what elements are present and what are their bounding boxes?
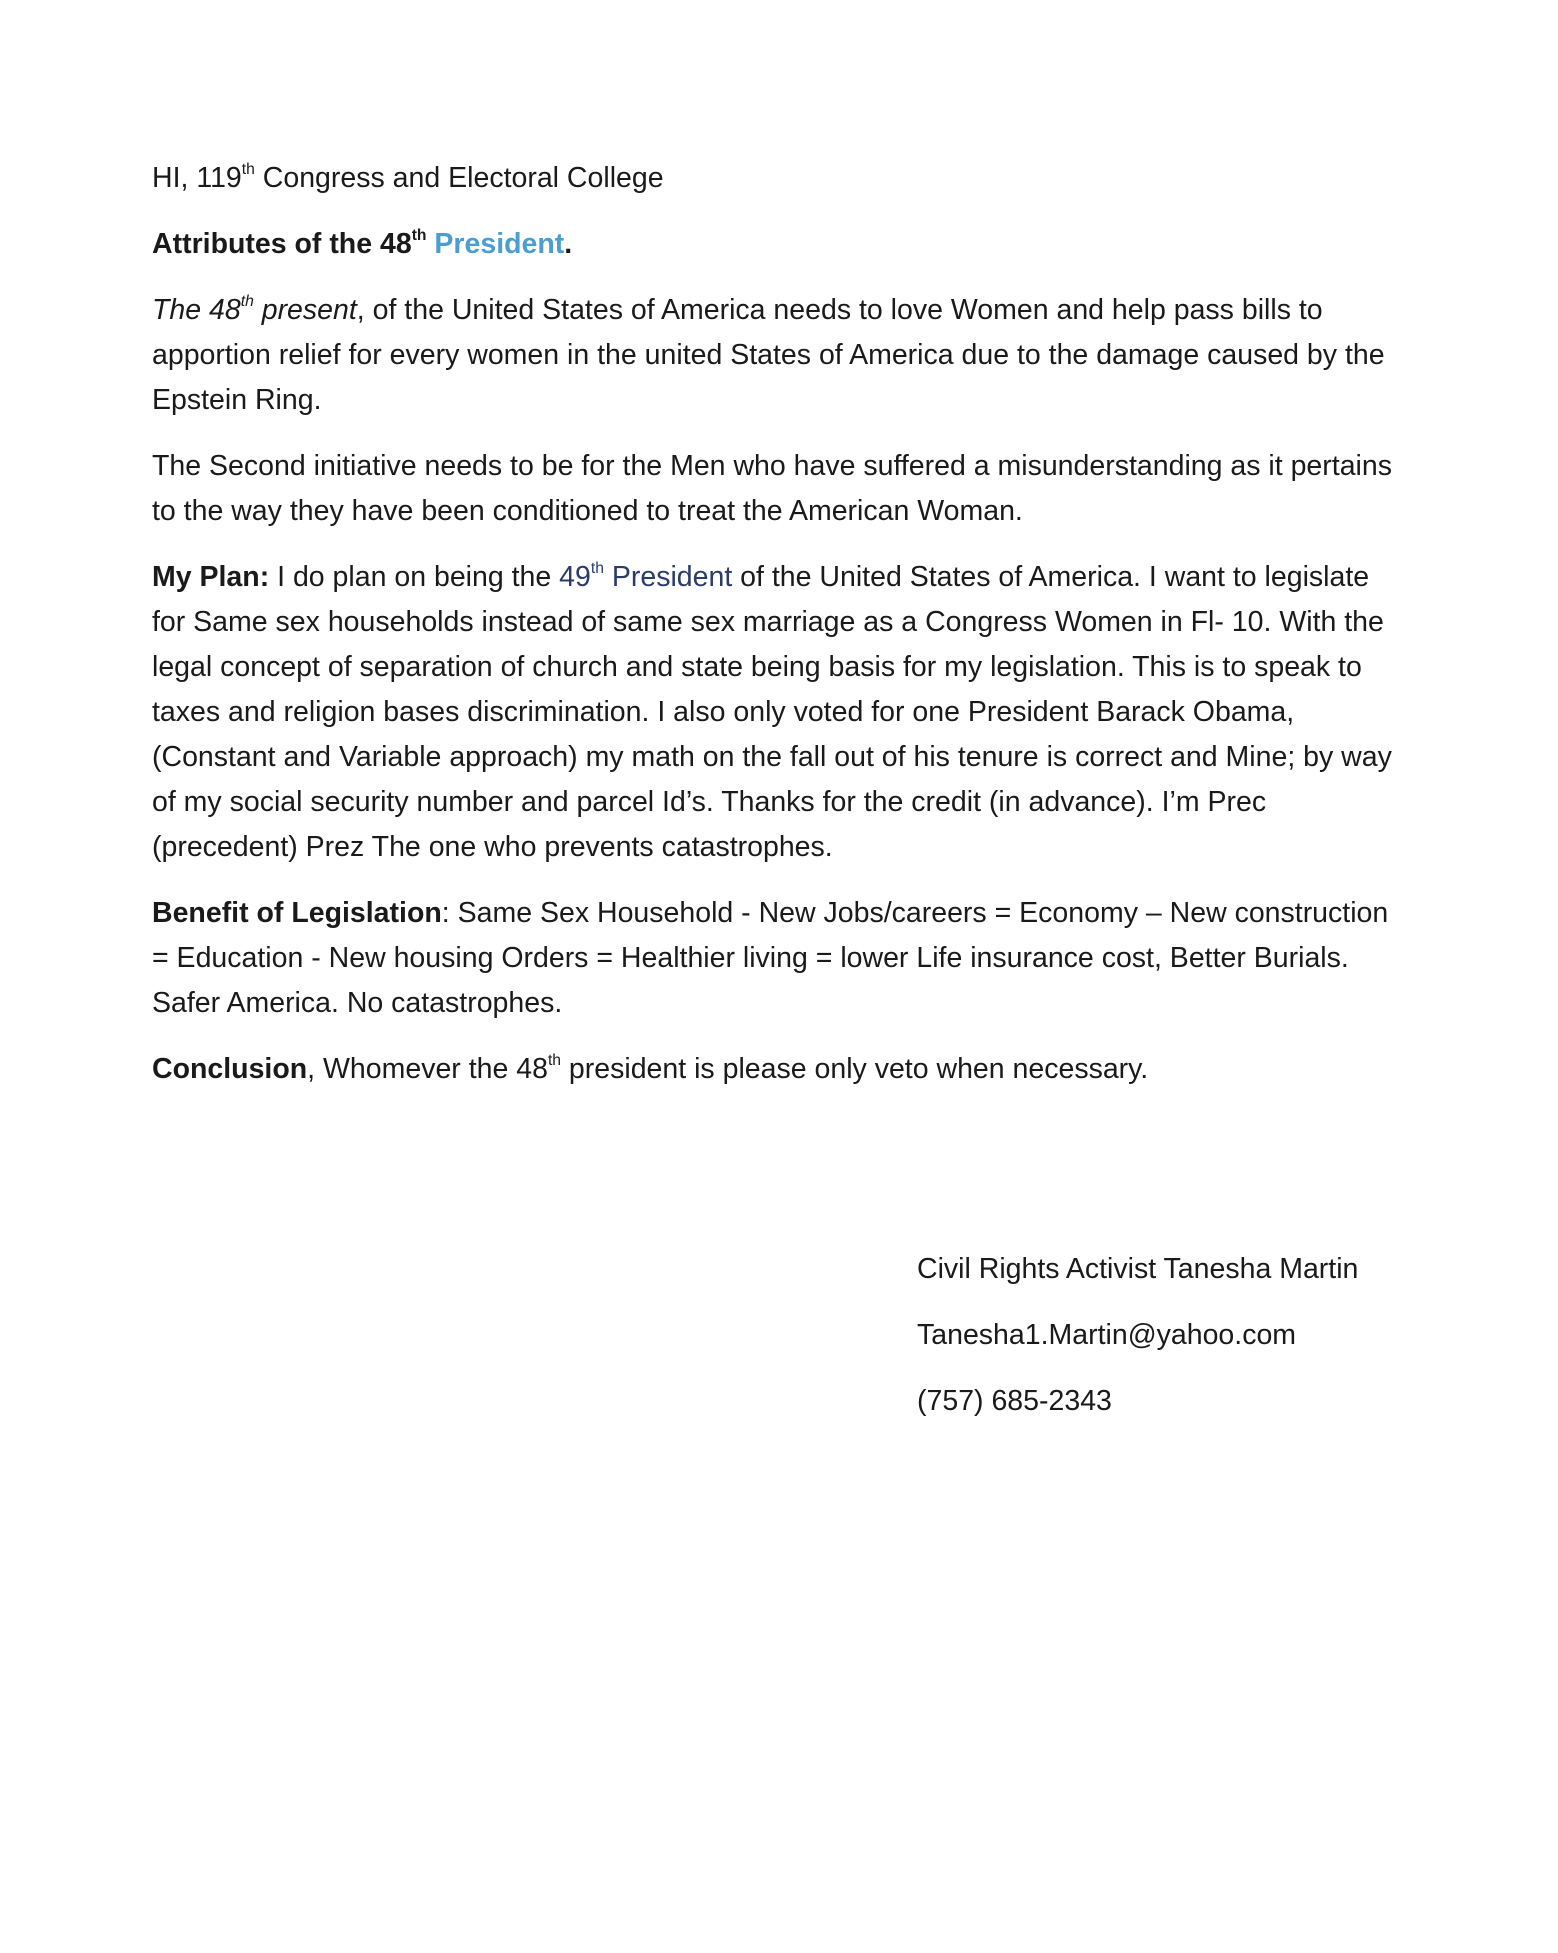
plan-link-sup: th	[590, 560, 604, 578]
para1-text: , of the United States of America needs to love Women and help pass bills to apportion relief for every women in the united States of America due to the damage caused by the Epstein Ring.	[152, 294, 1385, 416]
para1-italic-suffix: present	[253, 294, 357, 326]
greeting-sup: th	[241, 161, 255, 179]
para2-text: The Second initiative needs to be for the Men who have suffered a misunderstanding as it pertains to the way they have been conditioned to treat the American Woman.	[152, 450, 1392, 527]
plan-president-link[interactable]	[559, 561, 732, 593]
heading-line	[152, 222, 1402, 267]
paragraph-benefit	[152, 891, 1402, 1026]
plan-label: My Plan:	[152, 561, 270, 593]
plan-text-after: of the United States of America. I want to legislate for Same sex households instead of same sex marriage as a Congress Women in Fl- 10. With the legal concept of separation of church and state being basis for my legislation. This is to speak to taxes and religion bases discrimination. I also only voted for one President Barack Obama, (Constant and Variable approach) my math on the fall out of his tenure is correct and Mine; by way of my social security number and parcel Id’s. Thanks for the credit (in advance). I’m Prec (precedent) Prez The one who prevents catastrophes.	[152, 561, 1392, 863]
letter-body	[152, 156, 1402, 1113]
paragraph-men	[152, 444, 1402, 534]
signature-block	[917, 1247, 1477, 1445]
heading-period: .	[564, 228, 573, 260]
plan-text-before: I do plan on being the	[269, 561, 560, 593]
signature-name: Civil Rights Activist Tanesha Martin	[917, 1253, 1359, 1285]
heading-sup: th	[411, 227, 427, 245]
paragraph-conclusion	[152, 1047, 1402, 1092]
greeting-line	[152, 156, 1402, 201]
paragraph-women	[152, 288, 1402, 423]
signature-email[interactable]: Tanesha1.Martin@yahoo.com	[917, 1319, 1297, 1351]
conclusion-text-before: , Whomever the 48	[307, 1053, 548, 1085]
benefit-text: : Same Sex Household - New Jobs/careers = Economy – New construction = Education - New housing Orders = Healthier living = lower Life insurance cost, Better Burials. Safer America. No catastrophes.	[152, 897, 1389, 1019]
heading-prefix: Attributes of the 48	[152, 228, 412, 260]
signature-phone: (757) 685-2343	[917, 1385, 1112, 1417]
greeting-prefix: HI, 119	[152, 162, 242, 194]
conclusion-label: Conclusion	[152, 1053, 308, 1085]
conclusion-sup: th	[547, 1052, 562, 1070]
president-link[interactable]: President	[434, 228, 565, 260]
para1-italic-sup: th	[240, 293, 254, 311]
plan-link-word: President	[603, 561, 733, 593]
conclusion-text-after: president is please only veto when necessary.	[561, 1053, 1149, 1085]
plan-link-number: 49	[559, 561, 591, 593]
para1-italic-prefix: The 48	[152, 294, 241, 326]
paragraph-plan	[152, 555, 1402, 870]
greeting-suffix: Congress and Electoral College	[254, 162, 664, 194]
benefit-label: Benefit of Legislation	[152, 897, 442, 929]
